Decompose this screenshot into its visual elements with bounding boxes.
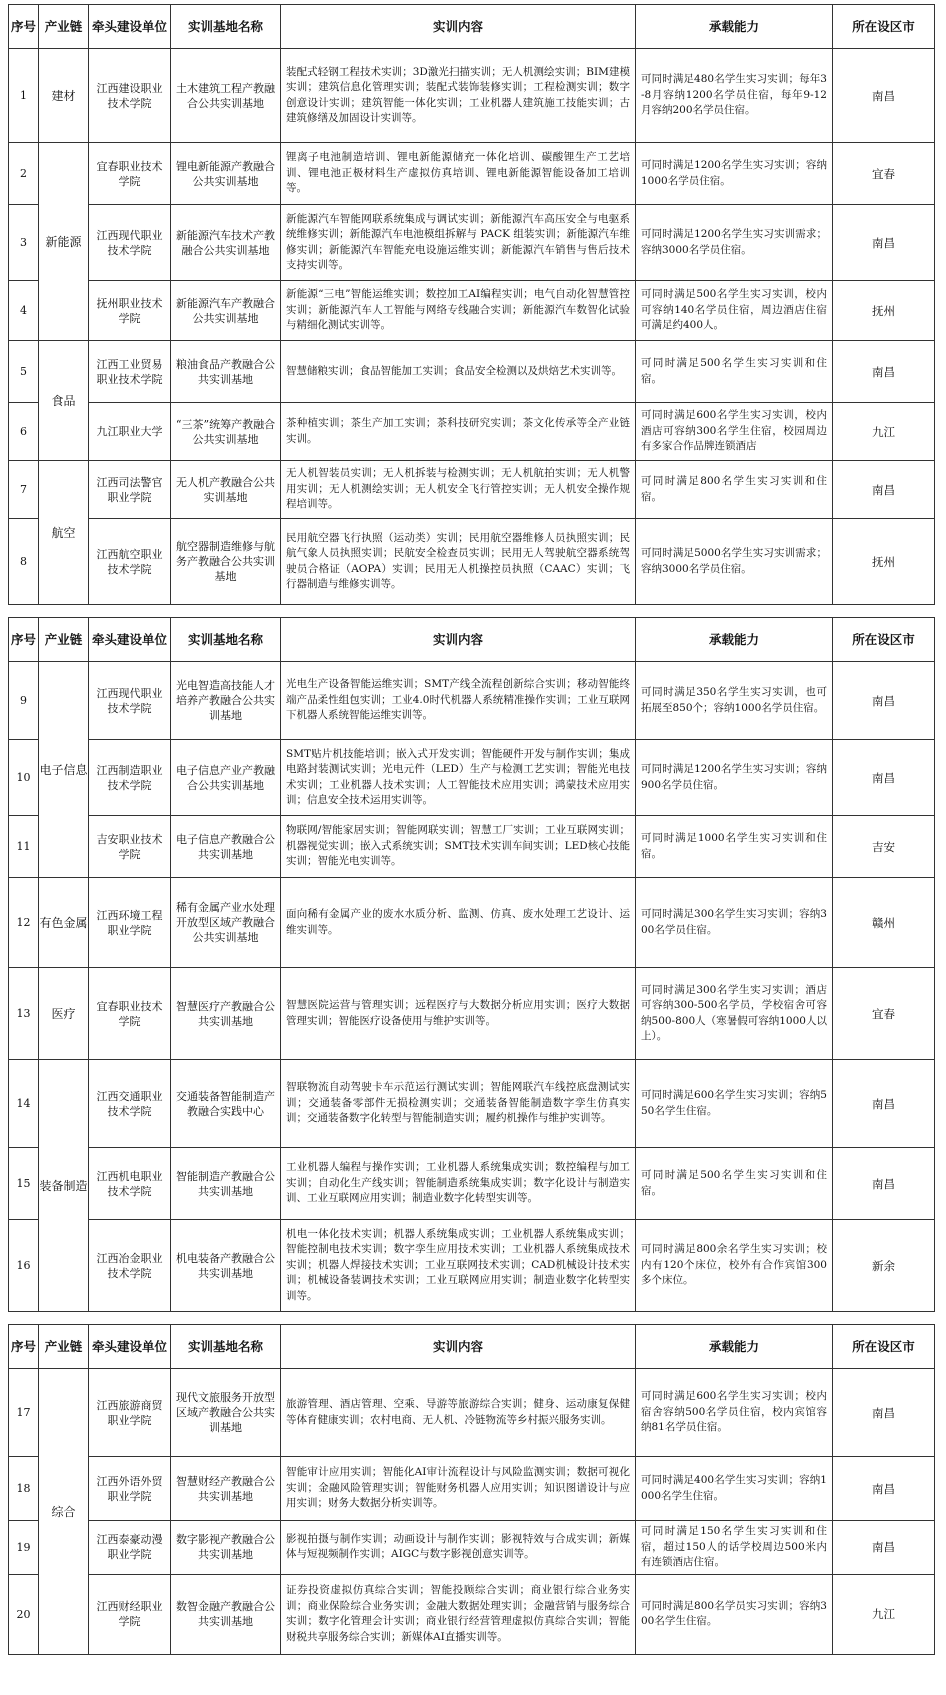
base-name-cell: 无人机产教融合公共实训基地 xyxy=(171,461,281,519)
header-base: 实训基地名称 xyxy=(171,618,281,662)
capacity-cell: 可同时满足600名学生实习实训；容纳550名学生住宿。 xyxy=(636,1060,833,1148)
city-cell: 赣州 xyxy=(833,878,935,968)
row-no: 16 xyxy=(9,1220,39,1312)
table-row xyxy=(9,1369,935,1457)
capacity-cell: 可同时满足800余名学生实习实训；校内有120个床位，校外有合作宾馆300多个床位。 xyxy=(636,1220,833,1312)
base-name-cell: 电子信息产业产教融合公共实训基地 xyxy=(171,740,281,816)
row-no: 14 xyxy=(9,1060,39,1148)
base-name-cell: 锂电新能源产教融合公共实训基地 xyxy=(171,143,281,205)
lead-unit-cell: 江西交通职业技术学院 xyxy=(89,1060,171,1148)
training-content-cell: 无人机智装员实训；无人机拆装与检测实训；无人机航拍实训；无人机警用实训；无人机测绘实训；无人机安全飞行管控实训；无人机安全操作规程培训等。 xyxy=(281,461,636,519)
base-name-cell: 现代文旅服务开放型区域产教融合公共实训基地 xyxy=(171,1369,281,1457)
row-no: 18 xyxy=(9,1457,39,1521)
training-content-cell: 物联网/智能家居实训；智能网联实训；智慧工厂实训；工业互联网实训；机器视觉实训；嵌入式系统实训；SMT技术实训车间实训；LED核心技能实训；智能光电实训等。 xyxy=(281,816,636,878)
header-unit: 牵头建设单位 xyxy=(89,618,171,662)
lead-unit-cell: 江西现代职业技术学院 xyxy=(89,662,171,740)
table-row xyxy=(9,1060,935,1148)
base-name-cell: “三茶”统筹产教融合公共实训基地 xyxy=(171,403,281,461)
table-row xyxy=(9,281,935,341)
table-part-2 xyxy=(8,617,935,1312)
table-row xyxy=(9,403,935,461)
training-content-cell: 证券投资虚拟仿真综合实训；智能投顾综合实训；商业银行综合业务实训；商业保险综合业务实训；金融大数据处理实训；金融营销与服务综合实训；数字化管理会计实训；商业银行经营管理虚拟仿真综合实训；智能财税共享服务综合实训；新媒体AI直播实训等。 xyxy=(281,1574,636,1654)
training-content-cell: 智慧医院运营与管理实训；远程医疗与大数据分析应用实训；医疗大数据管理实训；智能医疗设备使用与维护实训等。 xyxy=(281,968,636,1060)
city-cell: 南昌 xyxy=(833,1148,935,1220)
city-cell: 宜春 xyxy=(833,968,935,1060)
header-base: 实训基地名称 xyxy=(171,1325,281,1369)
capacity-cell: 可同时满足600名学生实习实训，校内酒店可容纳300名学生住宿，校园周边有多家合作品牌连锁酒店 xyxy=(636,403,833,461)
city-cell: 吉安 xyxy=(833,816,935,878)
lead-unit-cell: 江西旅游商贸职业学院 xyxy=(89,1369,171,1457)
header-city: 所在设区市 xyxy=(833,618,935,662)
header-chain: 产业链 xyxy=(39,618,89,662)
city-cell: 南昌 xyxy=(833,1369,935,1457)
training-content-cell: 民用航空器飞行执照（运动类）实训；民用航空器维修人员执照实训；民航气象人员执照实训；民航安全检查员实训；民用无人驾驶航空器系统驾驶员合格证（AOPA）实训；民用无人机操控员执照（CAAC）实训；飞行器制造与维修实训等。 xyxy=(281,519,636,605)
city-cell: 南昌 xyxy=(833,49,935,143)
industry-chain-cell: 装备制造 xyxy=(39,1060,89,1312)
training-content-cell: 新能源“三电”智能运维实训；数控加工AI编程实训；电气自动化智慧管控实训；新能源汽车人工智能与网络专线融合实训；新能源汽车数智化试验与精细化测试实训等。 xyxy=(281,281,636,341)
capacity-cell: 可同时满足300名学生实习实训；容纳300名学员住宿。 xyxy=(636,878,833,968)
lead-unit-cell: 江西现代职业技术学院 xyxy=(89,205,171,281)
base-name-cell: 新能源汽车产教融合公共实训基地 xyxy=(171,281,281,341)
capacity-cell: 可同时满足480名学生实习实训；每年3-8月容纳1200名学员住宿，每年9-12月容纳200名学员住宿。 xyxy=(636,49,833,143)
training-content-cell: 影视拍摄与制作实训；动画设计与制作实训；影视特效与合成实训；新媒体与短视频制作实训；AIGC与数字影视创意实训等。 xyxy=(281,1521,636,1575)
lead-unit-cell: 江西泰豪动漫职业学院 xyxy=(89,1521,171,1575)
row-no: 3 xyxy=(9,205,39,281)
base-name-cell: 光电智造高技能人才培养产教融合公共实训基地 xyxy=(171,662,281,740)
table-row xyxy=(9,878,935,968)
table-row xyxy=(9,816,935,878)
training-content-cell: 智联物流自动驾驶卡车示范运行测试实训；智能网联汽车线控底盘测试实训；交通装备零部件无损检测实训；交通装备智能制造数字孪生仿真实训；交通装备数字化转型与智能制造实训；履约机操作与维护实训等。 xyxy=(281,1060,636,1148)
row-no: 19 xyxy=(9,1521,39,1575)
row-no: 11 xyxy=(9,816,39,878)
base-name-cell: 智慧医疗产教融合公共实训基地 xyxy=(171,968,281,1060)
table-row xyxy=(9,461,935,519)
city-cell: 南昌 xyxy=(833,662,935,740)
industry-chain-cell: 电子信息 xyxy=(39,662,89,878)
lead-unit-cell: 九江职业大学 xyxy=(89,403,171,461)
base-name-cell: 智慧财经产教融合公共实训基地 xyxy=(171,1457,281,1521)
row-no: 12 xyxy=(9,878,39,968)
training-content-cell: 机电一体化技术实训；机器人系统集成实训；工业机器人系统集成实训；智能控制电技术实训；数字孪生应用技术实训；工业机器人系统集成技术实训；机器人焊接技术实训；工业互联网技术实训；CAD机械设计技术实训；机械设备装调技术实训；工业互联网应用实训；制造业数字化转型实训等。 xyxy=(281,1220,636,1312)
industry-chain-cell: 航空 xyxy=(39,461,89,605)
table-row xyxy=(9,1574,935,1654)
base-name-cell: 机电装备产教融合公共实训基地 xyxy=(171,1220,281,1312)
city-cell: 抚州 xyxy=(833,519,935,605)
city-cell: 南昌 xyxy=(833,1457,935,1521)
header-city: 所在设区市 xyxy=(833,5,935,49)
capacity-cell: 可同时满足500名学生实习实训，校内可容纳140名学员住宿，周边酒店住宿可满足约400人。 xyxy=(636,281,833,341)
header-chain: 产业链 xyxy=(39,1325,89,1369)
row-no: 17 xyxy=(9,1369,39,1457)
header-capacity: 承载能力 xyxy=(636,1325,833,1369)
lead-unit-cell: 江西财经职业学院 xyxy=(89,1574,171,1654)
row-no: 8 xyxy=(9,519,39,605)
header-capacity: 承载能力 xyxy=(636,618,833,662)
training-content-cell: 光电生产设备智能运维实训；SMT产线全流程创新综合实训；移动智能终端产品柔性组包实训；工业4.0时代机器人系统精准操作实训；工业互联网下机器人系统智能运维实训等。 xyxy=(281,662,636,740)
row-no: 13 xyxy=(9,968,39,1060)
city-cell: 南昌 xyxy=(833,341,935,403)
table-row xyxy=(9,1220,935,1312)
table-row xyxy=(9,1521,935,1575)
training-content-cell: SMT贴片机技能培训；嵌入式开发实训；智能硬件开发与制作实训；集成电路封装测试实训；光电元件（LED）生产与检测工艺实训；智能光电技术实训；工业机器人技术实训；人工智能技术应用实训；鸿蒙技术应用实训；信息安全技术运用实训等。 xyxy=(281,740,636,816)
city-cell: 九江 xyxy=(833,1574,935,1654)
capacity-cell: 可同时满足1200名学生实习实训；容纳900名学员住宿。 xyxy=(636,740,833,816)
city-cell: 南昌 xyxy=(833,461,935,519)
city-cell: 宜春 xyxy=(833,143,935,205)
lead-unit-cell: 宜春职业技术学院 xyxy=(89,968,171,1060)
city-cell: 南昌 xyxy=(833,1521,935,1575)
header-no: 序号 xyxy=(9,1325,39,1369)
base-name-cell: 电子信息产教融合公共实训基地 xyxy=(171,816,281,878)
row-no: 1 xyxy=(9,49,39,143)
table-row xyxy=(9,341,935,403)
table-row xyxy=(9,740,935,816)
table-row xyxy=(9,1148,935,1220)
capacity-cell: 可同时满足350名学生实习实训，也可拓展至850个；容纳1000名学员住宿。 xyxy=(636,662,833,740)
header-unit: 牵头建设单位 xyxy=(89,1325,171,1369)
header-base: 实训基地名称 xyxy=(171,5,281,49)
header-content: 实训内容 xyxy=(281,1325,636,1369)
city-cell: 南昌 xyxy=(833,740,935,816)
base-name-cell: 土木建筑工程产教融合公共实训基地 xyxy=(171,49,281,143)
table-row xyxy=(9,968,935,1060)
capacity-cell: 可同时满足400名学生实习实训；容纳1000名学生住宿。 xyxy=(636,1457,833,1521)
industry-chain-cell: 综合 xyxy=(39,1369,89,1655)
header-content: 实训内容 xyxy=(281,5,636,49)
base-name-cell: 智能制造产教融合公共实训基地 xyxy=(171,1148,281,1220)
capacity-cell: 可同时满足500名学生实习实训和住宿。 xyxy=(636,341,833,403)
lead-unit-cell: 江西机电职业技术学院 xyxy=(89,1148,171,1220)
row-no: 9 xyxy=(9,662,39,740)
table-row xyxy=(9,519,935,605)
training-content-cell: 装配式轻钢工程技术实训；3D激光扫描实训；无人机测绘实训；BIM建模实训；建筑信息化管理实训；装配式装饰装修实训；工程检测实训；数字创意设计实训；建筑智能一体化实训；工业机器人建筑施工技能实训；古建筑修缮及加固设计实训等。 xyxy=(281,49,636,143)
lead-unit-cell: 江西环境工程职业学院 xyxy=(89,878,171,968)
lead-unit-cell: 宜春职业技术学院 xyxy=(89,143,171,205)
lead-unit-cell: 江西外语外贸职业学院 xyxy=(89,1457,171,1521)
city-cell: 新余 xyxy=(833,1220,935,1312)
row-no: 15 xyxy=(9,1148,39,1220)
city-cell: 南昌 xyxy=(833,205,935,281)
table-header-row xyxy=(9,1325,935,1369)
city-cell: 九江 xyxy=(833,403,935,461)
training-content-cell: 智慧储粮实训；食品智能加工实训；食品安全检测以及烘焙艺术实训等。 xyxy=(281,341,636,403)
table-header-row xyxy=(9,618,935,662)
industry-chain-cell: 医疗 xyxy=(39,968,89,1060)
capacity-cell: 可同时满足5000名学生实习实训需求；容纳3000名学员住宿。 xyxy=(636,519,833,605)
capacity-cell: 可同时满足1000名学生实习实训和住宿。 xyxy=(636,816,833,878)
city-cell: 南昌 xyxy=(833,1060,935,1148)
training-content-cell: 茶种植实训；茶生产加工实训；茶科技研究实训；茶文化传承等全产业链实训。 xyxy=(281,403,636,461)
lead-unit-cell: 江西建设职业技术学院 xyxy=(89,49,171,143)
base-name-cell: 航空器制造维修与航务产教融合公共实训基地 xyxy=(171,519,281,605)
training-content-cell: 智能审计应用实训；智能化AI审计流程设计与风险监测实训；数据可视化实训；金融风险管理实训；智能财务机器人应用实训；知识图谱设计与应用实训；财务大数据分析实训等。 xyxy=(281,1457,636,1521)
row-no: 10 xyxy=(9,740,39,816)
row-no: 5 xyxy=(9,341,39,403)
industry-chain-cell: 有色金属 xyxy=(39,878,89,968)
base-name-cell: 新能源汽车技术产教融合公共实训基地 xyxy=(171,205,281,281)
lead-unit-cell: 江西冶金职业技术学院 xyxy=(89,1220,171,1312)
table-row xyxy=(9,49,935,143)
training-content-cell: 旅游管理、酒店管理、空乘、导游等旅游综合实训；健身、运动康复保健等体育健康实训；农村电商、无人机、冷链物流等乡村振兴服务实训。 xyxy=(281,1369,636,1457)
capacity-cell: 可同时满足1200名学生实习实训需求；容纳3000名学员住宿。 xyxy=(636,205,833,281)
header-capacity: 承载能力 xyxy=(636,5,833,49)
capacity-cell: 可同时满足500名学生实习实训和住宿。 xyxy=(636,1148,833,1220)
header-no: 序号 xyxy=(9,618,39,662)
header-unit: 牵头建设单位 xyxy=(89,5,171,49)
training-content-cell: 工业机器人编程与操作实训；工业机器人系统集成实训；数控编程与加工实训；自动化生产线实训；智能制造系统集成实训；数字化设计与制造实训、工业互联网应用实训；制造业数字化转型实训等。 xyxy=(281,1148,636,1220)
base-name-cell: 数字影视产教融合公共实训基地 xyxy=(171,1521,281,1575)
table-row xyxy=(9,1457,935,1521)
row-no: 6 xyxy=(9,403,39,461)
table-row xyxy=(9,662,935,740)
row-no: 7 xyxy=(9,461,39,519)
lead-unit-cell: 吉安职业技术学院 xyxy=(89,816,171,878)
lead-unit-cell: 江西司法警官职业学院 xyxy=(89,461,171,519)
base-name-cell: 交通装备智能制造产教融合实践中心 xyxy=(171,1060,281,1148)
industry-chain-cell: 食品 xyxy=(39,341,89,461)
table-row xyxy=(9,205,935,281)
table-row xyxy=(9,143,935,205)
header-no: 序号 xyxy=(9,5,39,49)
header-chain: 产业链 xyxy=(39,5,89,49)
table-header-row xyxy=(9,5,935,49)
lead-unit-cell: 江西制造职业技术学院 xyxy=(89,740,171,816)
city-cell: 抚州 xyxy=(833,281,935,341)
training-content-cell: 锂离子电池制造培训、锂电新能源储充一体化培训、碳酸锂生产工艺培训、锂电池正极材料生产虚拟仿真培训、锂电新能源智能设备加工培训等。 xyxy=(281,143,636,205)
row-no: 4 xyxy=(9,281,39,341)
lead-unit-cell: 江西工业贸易职业技术学院 xyxy=(89,341,171,403)
capacity-cell: 可同时满足300名学生实习实训；酒店可容纳300-500名学员，学校宿舍可容纳500-800人（寒暑假可容纳1000人以上）。 xyxy=(636,968,833,1060)
industry-chain-cell: 建材 xyxy=(39,49,89,143)
base-name-cell: 粮油食品产教融合公共实训基地 xyxy=(171,341,281,403)
capacity-cell: 可同时满足1200名学生实习实训；容纳1000名学员住宿。 xyxy=(636,143,833,205)
training-content-cell: 新能源汽车智能网联系统集成与调试实训；新能源汽车高压安全与电驱系统维修实训；新能源汽车电池模组拆解与 PACK 组装实训；新能源汽车维修实训；新能源汽车智能充电设施运维实训；新能源汽车销售与售后技术支持实训等。 xyxy=(281,205,636,281)
industry-chain-cell: 新能源 xyxy=(39,143,89,341)
base-name-cell: 稀有金属产业水处理开放型区域产教融合公共实训基地 xyxy=(171,878,281,968)
lead-unit-cell: 江西航空职业技术学院 xyxy=(89,519,171,605)
table-part-3 xyxy=(8,1324,935,1655)
row-no: 20 xyxy=(9,1574,39,1654)
lead-unit-cell: 抚州职业技术学院 xyxy=(89,281,171,341)
header-city: 所在设区市 xyxy=(833,1325,935,1369)
capacity-cell: 可同时满足150名学生实习实训和住宿，超过150人的话学校周边500米内有连锁酒店住宿。 xyxy=(636,1521,833,1575)
header-content: 实训内容 xyxy=(281,618,636,662)
training-content-cell: 面向稀有金属产业的废水水质分析、监测、仿真、废水处理工艺设计、运维实训等。 xyxy=(281,878,636,968)
row-no: 2 xyxy=(9,143,39,205)
capacity-cell: 可同时满足800名学员实习实训；容纳300名学生住宿。 xyxy=(636,1574,833,1654)
capacity-cell: 可同时满足600名学生实习实训；校内宿舍容纳500名学员住宿，校内宾馆容纳81名学员住宿。 xyxy=(636,1369,833,1457)
capacity-cell: 可同时满足800名学生实习实训和住宿。 xyxy=(636,461,833,519)
table-part-1 xyxy=(8,4,935,605)
base-name-cell: 数智金融产教融合公共实训基地 xyxy=(171,1574,281,1654)
